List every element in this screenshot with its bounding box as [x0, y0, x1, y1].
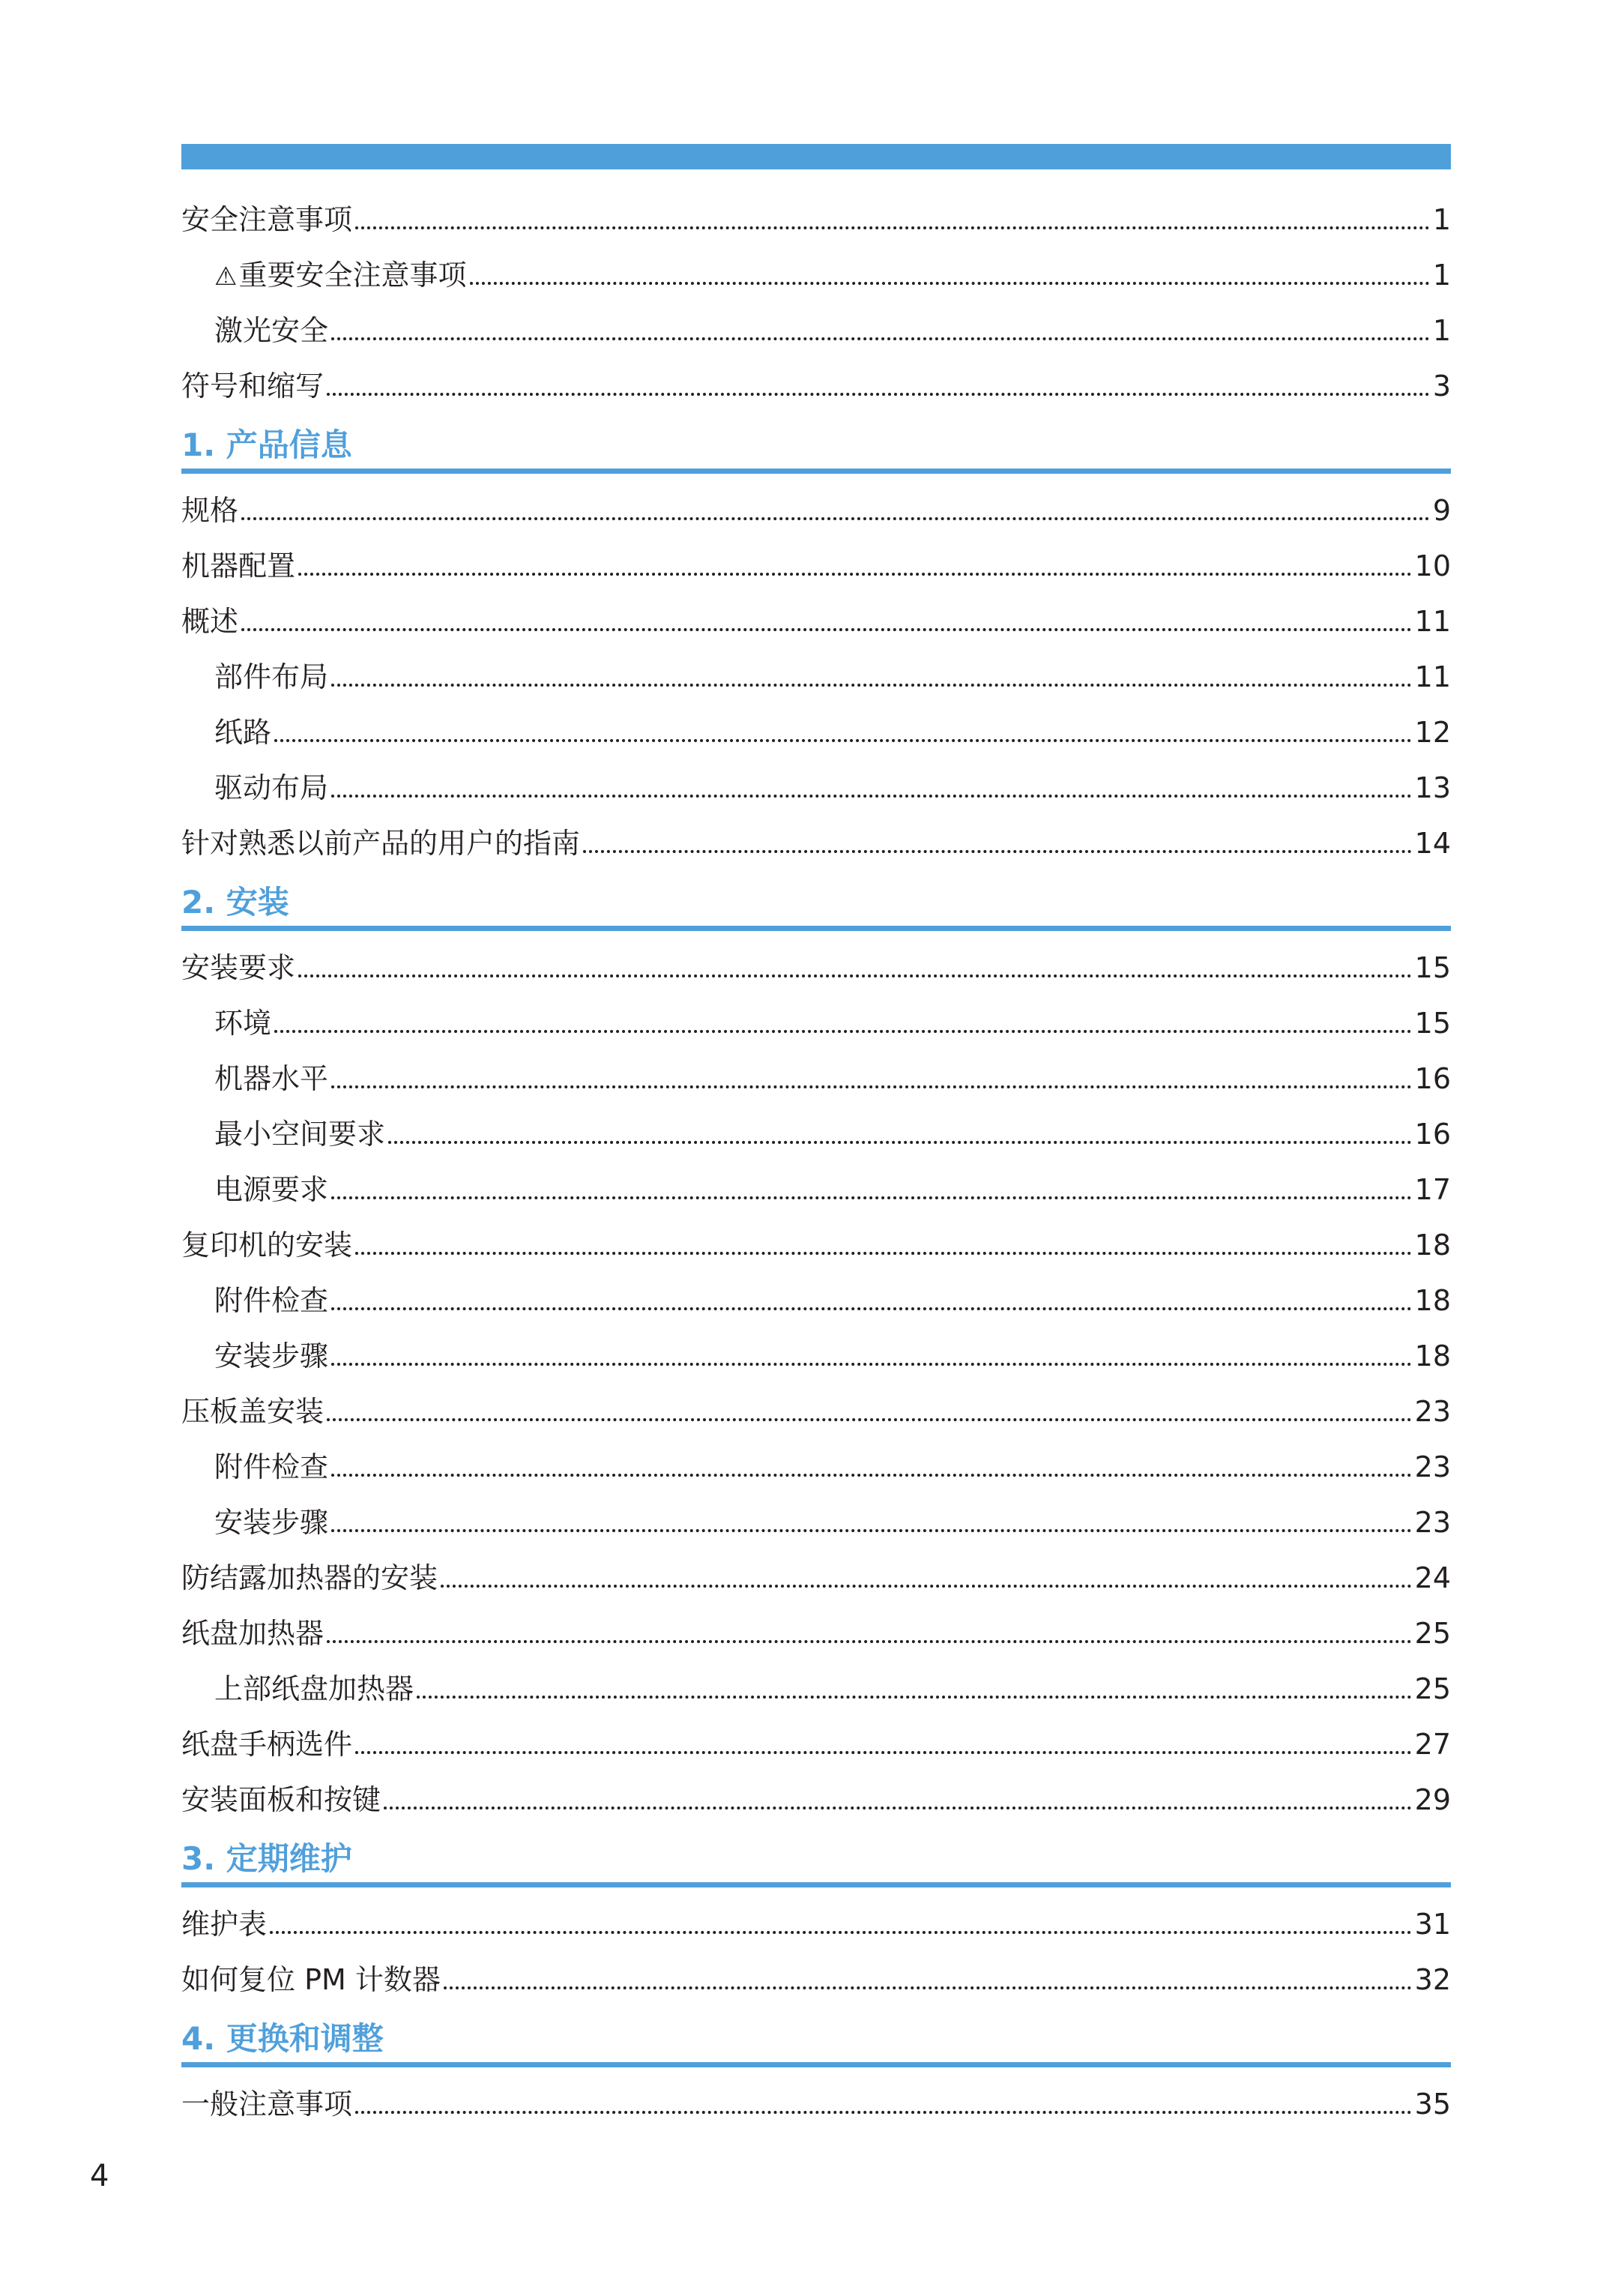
dot-leader — [327, 1418, 1412, 1421]
toc-page-number: 16 — [1414, 1062, 1451, 1095]
toc-entry[interactable] — [181, 1949, 1451, 2004]
toc-page-number: 15 — [1414, 1007, 1451, 1040]
toc-entry[interactable] — [181, 702, 1451, 757]
toc-entry[interactable] — [181, 813, 1451, 868]
toc-entry-label — [181, 1561, 438, 1603]
toc-entry[interactable] — [181, 1214, 1451, 1270]
toc-entry[interactable] — [181, 1492, 1451, 1547]
toc-entry-label — [181, 205, 352, 244]
toc-entry-text: 压板盖安装 — [181, 1395, 324, 1428]
toc-entry-text: 上部纸盘加热器 — [214, 1672, 414, 1705]
dot-leader — [331, 1085, 1412, 1088]
toc-entry-text: 最小空间要求 — [214, 1118, 386, 1151]
toc-entry-label — [181, 496, 238, 535]
toc-page-number: 23 — [1414, 1506, 1451, 1539]
toc-entry-label — [214, 1672, 414, 1714]
toc-entry[interactable] — [181, 1270, 1451, 1325]
chapter-heading[interactable] — [181, 411, 1451, 474]
toc-page-number: 10 — [1414, 549, 1451, 582]
toc-entry[interactable] — [181, 535, 1451, 591]
dot-leader — [331, 1474, 1412, 1477]
dot-leader — [274, 739, 1412, 742]
toc-entry-text: 纸盘手柄选件 — [181, 1728, 353, 1761]
toc-page-number: 1 — [1432, 203, 1451, 236]
toc-entry-label — [181, 1910, 267, 1949]
toc-entry[interactable] — [181, 244, 1451, 300]
toc-entry-label — [181, 953, 295, 992]
toc-entry-label — [214, 1342, 328, 1381]
toc-entry-label — [214, 316, 328, 355]
toc-entry-text: 防结露加热器的安装 — [181, 1561, 438, 1594]
toc-page-number: 18 — [1414, 1284, 1451, 1317]
dot-leader — [355, 1751, 1412, 1754]
toc-entry-text: 环境 — [214, 1007, 272, 1040]
toc-entry-text: 部件布局 — [214, 660, 329, 693]
toc-entry-text: 机器配置 — [181, 549, 296, 582]
toc-entry[interactable] — [181, 937, 1451, 992]
toc-entry-text: 纸盘加热器 — [181, 1617, 324, 1650]
chapter-heading[interactable] — [181, 868, 1451, 931]
dot-leader — [327, 1640, 1412, 1643]
toc-page-number: 1 — [1432, 314, 1451, 347]
toc-entry[interactable] — [181, 480, 1451, 535]
toc-page-number: 18 — [1414, 1229, 1451, 1262]
dot-leader — [274, 1030, 1412, 1033]
dot-leader — [331, 1307, 1412, 1310]
toc-page-number: 35 — [1414, 2088, 1451, 2121]
dot-leader — [331, 337, 1430, 340]
toc-entry-text: 纸路 — [214, 716, 272, 749]
toc-page-number: 15 — [1414, 951, 1451, 984]
toc-entry-text: 针对熟悉以前产品的用户的指南 — [181, 827, 581, 860]
toc-entry-label — [181, 372, 324, 411]
toc-entry-text: 附件检查 — [214, 1450, 329, 1483]
toc-entry-text: 符号和缩写 — [181, 370, 324, 403]
toc-entry-label — [181, 607, 238, 646]
toc-entry[interactable] — [181, 1714, 1451, 1769]
chapter-title: 3. 定期维护 — [181, 1840, 352, 1877]
toc-entry-label — [214, 1064, 328, 1103]
toc-entry[interactable] — [181, 189, 1451, 244]
dot-leader — [241, 628, 1412, 631]
toc-entry[interactable] — [181, 757, 1451, 813]
toc-entry-label — [181, 829, 580, 868]
toc-page-number: 27 — [1414, 1728, 1451, 1761]
toc-entry[interactable] — [181, 1048, 1451, 1103]
toc-page-number: 25 — [1414, 1672, 1451, 1705]
toc-entry-label — [181, 1397, 324, 1436]
toc-entry-text: 安装面板和按键 — [181, 1783, 381, 1816]
toc-entry-label — [214, 771, 329, 813]
dot-leader — [355, 226, 1430, 229]
warning-icon: ⚠ — [214, 262, 238, 292]
toc-entry-text: 电源要求 — [214, 1173, 329, 1206]
table-of-contents — [181, 189, 1451, 2129]
toc-page-number: 13 — [1414, 771, 1451, 804]
page-number: 4 — [90, 2159, 109, 2193]
toc-entry-text: 规格 — [181, 494, 239, 527]
dot-leader — [327, 393, 1430, 396]
toc-entry-text: 激光安全 — [214, 314, 329, 347]
dot-leader — [331, 795, 1412, 798]
dot-leader — [298, 573, 1412, 576]
toc-entry[interactable] — [181, 1547, 1451, 1603]
toc-page-number: 11 — [1414, 660, 1451, 693]
toc-entry-text: 安装步骤 — [214, 1340, 329, 1373]
toc-entry[interactable] — [181, 1603, 1451, 1658]
toc-entry-label — [214, 1175, 328, 1214]
dot-leader — [384, 1807, 1412, 1810]
dot-leader — [331, 684, 1412, 687]
toc-page-number: 23 — [1414, 1450, 1451, 1483]
toc-entry[interactable] — [181, 1658, 1451, 1714]
dot-leader — [331, 1196, 1412, 1199]
toc-entry-text: 驱动布局 — [214, 771, 329, 804]
toc-entry-text: 维护表 — [181, 1908, 268, 1941]
dot-leader — [444, 1986, 1412, 1989]
dot-leader — [331, 1529, 1412, 1532]
toc-page-number: 24 — [1414, 1561, 1451, 1594]
dot-leader — [241, 517, 1430, 520]
toc-entry-label — [214, 660, 329, 702]
toc-entry-text: 安全注意事项 — [181, 203, 353, 236]
toc-entry-label — [214, 1508, 328, 1547]
toc-entry-label — [214, 1009, 271, 1048]
chapter-heading[interactable] — [181, 1825, 1451, 1887]
toc-page-number: 3 — [1432, 370, 1451, 403]
dot-leader — [470, 282, 1430, 285]
toc-page-number: 11 — [1414, 605, 1451, 638]
dot-leader — [441, 1585, 1412, 1588]
dot-leader — [355, 1252, 1412, 1255]
toc-page-number: 23 — [1414, 1395, 1451, 1428]
toc-entry[interactable] — [181, 1381, 1451, 1436]
toc-entry[interactable] — [181, 992, 1451, 1048]
chapter-title: 4. 更换和调整 — [181, 2020, 384, 2057]
toc-entry[interactable] — [181, 1436, 1451, 1492]
toc-entry-text: 概述 — [181, 605, 239, 638]
toc-entry-label — [181, 1231, 352, 1270]
toc-entry[interactable] — [181, 1325, 1451, 1381]
toc-entry[interactable] — [181, 300, 1451, 355]
toc-entry-label — [181, 2090, 352, 2129]
toc-page-number: 1 — [1432, 259, 1451, 292]
toc-page-number: 32 — [1414, 1963, 1451, 1996]
toc-entry-label — [214, 1286, 328, 1325]
chapter-title: 1. 产品信息 — [181, 427, 352, 463]
toc-entry-label — [181, 1619, 324, 1658]
toc-entry[interactable] — [181, 355, 1451, 411]
toc-page-number: 31 — [1414, 1908, 1451, 1941]
toc-entry-text: 如何复位 PM 计数器 — [181, 1963, 441, 1996]
toc-entry-text: 机器水平 — [214, 1062, 329, 1095]
toc-page-number: 29 — [1414, 1783, 1451, 1816]
dot-leader — [331, 1363, 1412, 1366]
toc-entry[interactable] — [181, 591, 1451, 646]
toc-entry-label — [181, 1730, 352, 1769]
toc-entry-label — [181, 1965, 441, 2004]
toc-entry[interactable] — [181, 1769, 1451, 1825]
toc-entry-label — [214, 718, 271, 757]
toc-entry-text: 重要安全注意事项 — [238, 259, 467, 292]
toc-entry-text: 安装步骤 — [214, 1506, 329, 1539]
toc-entry-label — [214, 1450, 329, 1492]
toc-entry-label — [214, 261, 467, 300]
dot-leader — [583, 850, 1412, 853]
toc-entry[interactable] — [181, 646, 1451, 702]
toc-entry[interactable] — [181, 1893, 1451, 1949]
toc-entry[interactable] — [181, 1103, 1451, 1159]
dot-leader — [270, 1931, 1412, 1934]
toc-page-number: 18 — [1414, 1340, 1451, 1373]
toc-entry-label — [181, 1783, 381, 1825]
chapter-heading[interactable] — [181, 2004, 1451, 2067]
chapter-title: 2. 安装 — [181, 884, 289, 920]
dot-leader — [417, 1696, 1412, 1699]
toc-entry[interactable] — [181, 2073, 1451, 2129]
toc-page-number: 25 — [1414, 1617, 1451, 1650]
toc-entry-text: 安装要求 — [181, 951, 296, 984]
toc-page-number: 16 — [1414, 1118, 1451, 1151]
toc-page-number: 9 — [1432, 494, 1451, 527]
dot-leader — [355, 2111, 1412, 2114]
header-bar — [181, 144, 1451, 169]
toc-entry-label — [181, 549, 296, 591]
dot-leader — [388, 1141, 1412, 1144]
toc-entry-text: 复印机的安装 — [181, 1229, 353, 1262]
toc-entry[interactable] — [181, 1159, 1451, 1214]
dot-leader — [298, 974, 1412, 977]
toc-page-number: 17 — [1414, 1173, 1451, 1206]
toc-entry-text: 附件检查 — [214, 1284, 329, 1317]
toc-entry-label — [214, 1120, 385, 1159]
toc-page-number: 14 — [1414, 827, 1451, 860]
toc-entry-text: 一般注意事项 — [181, 2088, 353, 2121]
toc-page-number: 12 — [1414, 716, 1451, 749]
